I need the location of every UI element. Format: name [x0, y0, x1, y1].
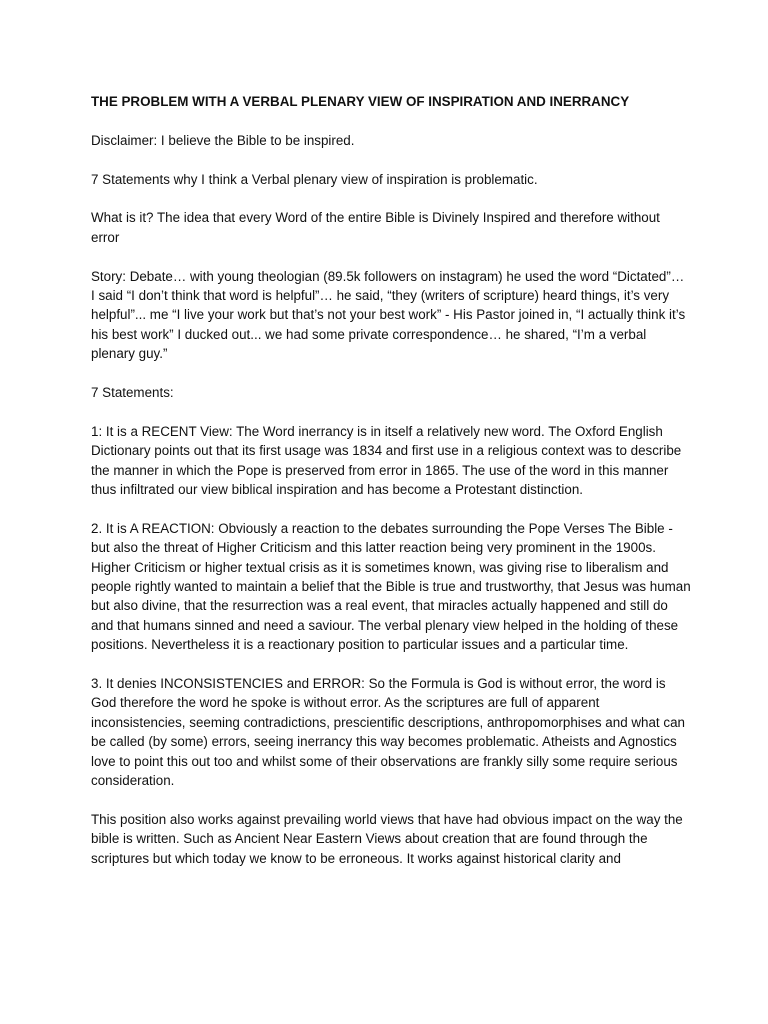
statements-heading: 7 Statements: — [91, 385, 174, 401]
definition-paragraph: What is it? The idea that every Word of the entire Bible is Divinely Inspired and therefore without error — [91, 210, 660, 245]
statement-1-paragraph: 1: It is a RECENT View: The Word inerrancy is in itself a relatively new word. The Oxford English Dictionary points out that its first usage was 1834 and first use in a religious context was to describe the manner in which the Pope is preserved from error in 1865. The use of the word in this manner thus infiltrated our view biblical inspiration and has become a Protestant distinction. — [91, 423, 682, 498]
statement-2-paragraph: 2. It is A REACTION: Obviously a reaction to the debates surrounding the Pope Verses The Bible - but also the threat of Higher Criticism and this latter reaction being very prominent in the 1900s. Higher Criticism or higher textual crisis as it is sometimes known, was giving rise to liberalism and people rightly wanted to maintain a belief that the Bible is true and trustworthy, that Jesus was human but also divine, that the resurrection was a real event, that miracles actually happened and still do and that humans sinned and need a saviour. The verbal plenary view helped in the holding of these positions. Nevertheless it is a reactionary position to particular issues and a particular time. — [91, 520, 691, 653]
intro-paragraph: 7 Statements why I think a Verbal plenary view of inspiration is problematic. — [91, 171, 538, 187]
story-paragraph: Story: Debate… with young theologian (89.5k followers on instagram) he used the word “Dictated”… I said “I don’t think that word is helpful”… he said, “they (writers of scripture) heard things, it’s very helpful”... me “I live your work but that’s not your best work” - His Pastor joined in, “I actually think it’s his best work” I ducked out... we had some private correspondence… he shared, “I’m a verbal plenary guy.” — [91, 268, 686, 362]
document-title: THE PROBLEM WITH A VERBAL PLENARY VIEW OF INSPIRATION AND INERRANCY — [91, 94, 630, 109]
document-body — [91, 92, 691, 888]
worldview-paragraph: This position also works against prevailing world views that have had obvious impact on the way the bible is written. Such as Ancient Near Eastern Views about creation that are found through the scriptures but which today we know to be erroneous. It works against historical clarity and — [91, 811, 683, 866]
statement-3-paragraph: 3. It denies INCONSISTENCIES and ERROR: So the Formula is God is without error, the word is God therefore the word he spoke is without error. As the scriptures are full of apparent inconsistencies, seeming contradictions, prescientific descriptions, anthropomorphises and what can be called (by some) errors, seeing inerrancy this way becomes problematic. Atheists and Agnostics love to point this out too and whilst some of their observations are frankly silly some require serious consideration. — [91, 676, 685, 789]
disclaimer-paragraph: Disclaimer: I believe the Bible to be inspired. — [91, 132, 355, 148]
